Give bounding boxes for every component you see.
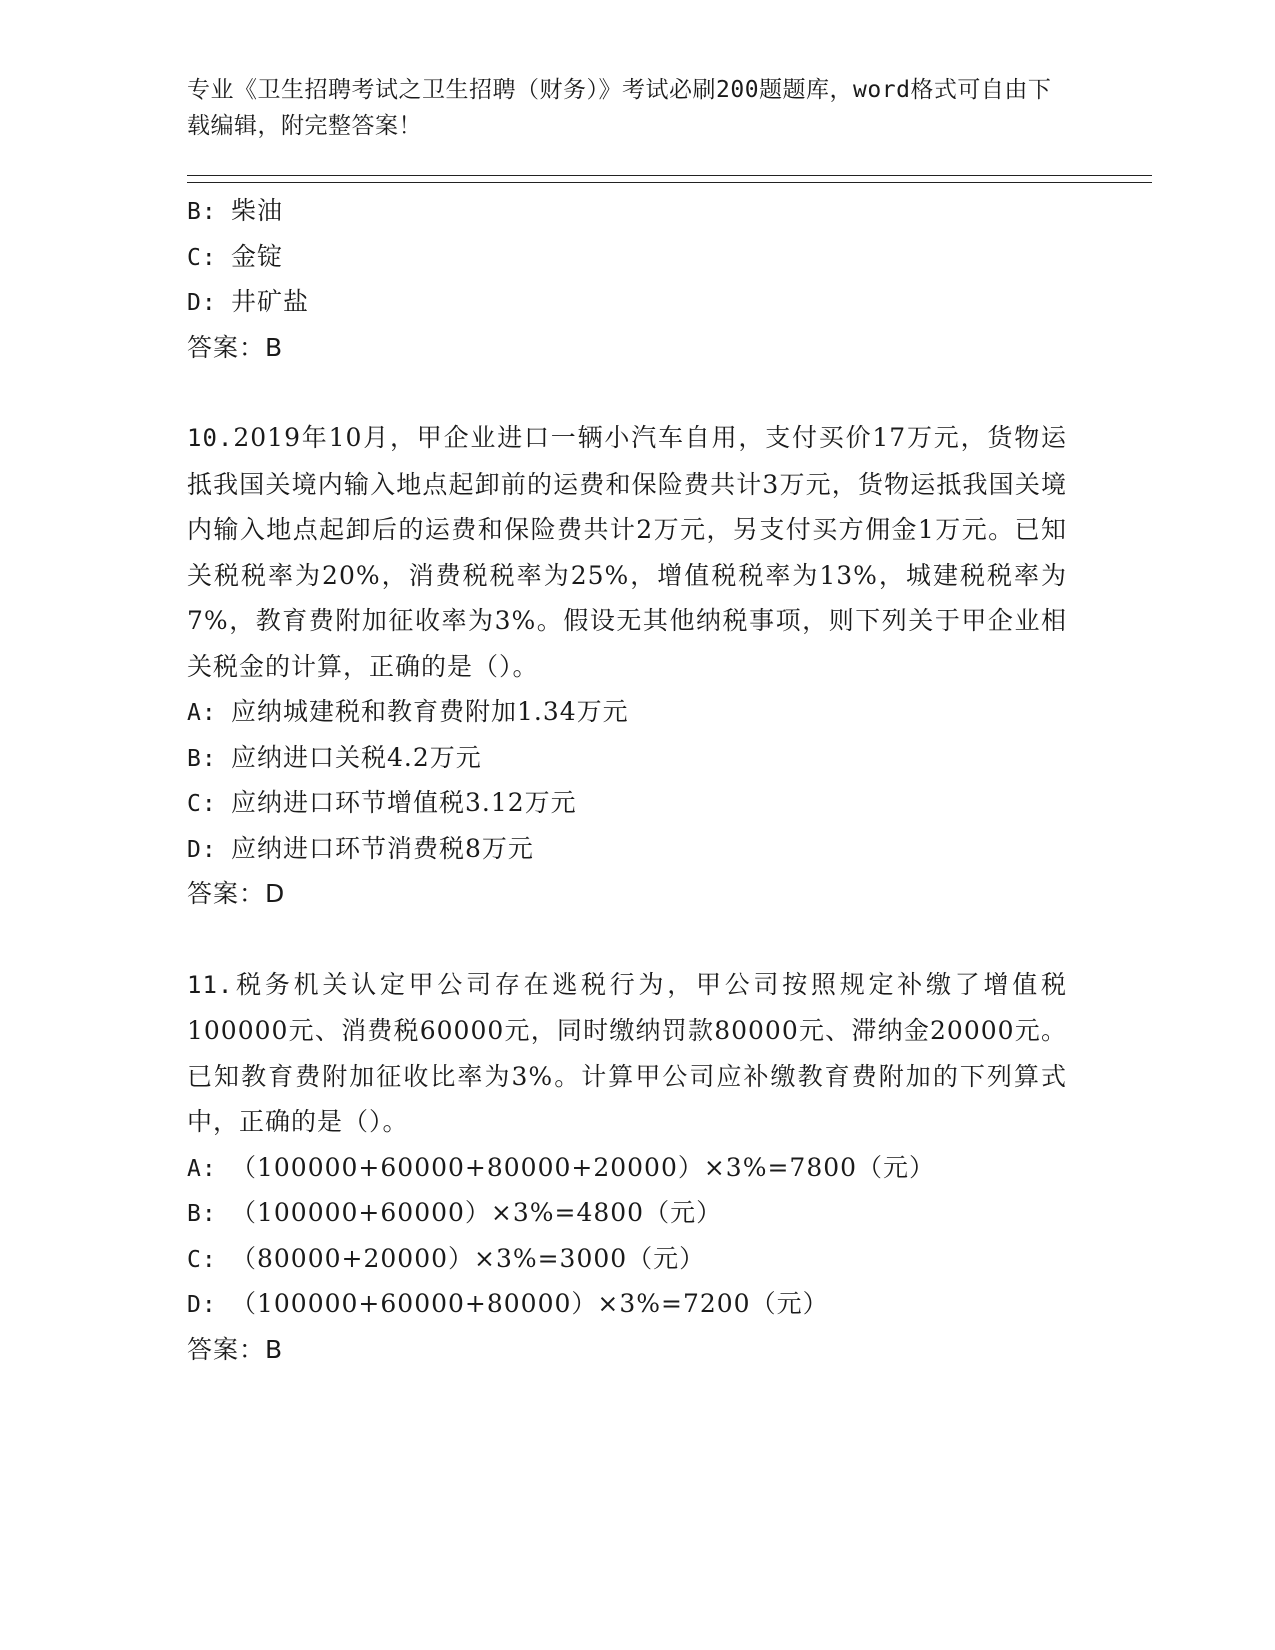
option-a: A: 应纳城建税和教育费附加1.34万元 [187,697,629,726]
document-body [187,188,1067,1372]
question-number: 10. [187,424,234,452]
option-b: B: （100000+60000）×3%=4800（元） [187,1198,723,1227]
question-number: 11. [187,970,234,999]
question-10 [187,415,1067,689]
option-c: C: （80000+20000）×3%=3000（元） [187,1243,706,1273]
option-d: D: （100000+60000+80000）×3%=7200（元） [187,1289,829,1318]
answer-line: 答案：D [187,879,286,908]
question-text: 税务机关认定甲公司存在逃税行为，甲公司按照规定补缴了增值税100000元、消费税60000元，同时缴纳罚款80000元、滞纳金20000元。已知教育费附加征收比率为3%。计算甲公司应补缴教育费附加的下列算式中，正确的是（）。 [187,969,1067,1136]
header-divider-bottom [187,182,1152,183]
question-11 [187,962,1067,1145]
option-b: B: 应纳进口关税4.2万元 [187,742,482,772]
answer-line: 答案：B [187,332,284,362]
option-c: C: 应纳进口环节增值税3.12万元 [187,788,577,817]
question-text: 2019年10月，甲企业进口一辆小汽车自用，支付买价17万元，货物运抵我国关境内输入地点起卸前的运费和保险费共计3万元，货物运抵我国关境内输入地点起卸后的运费和保险费共计2万元，另支付买方佣金1万元。已知关税税率为20%，消费税税率为25%，增值税税率为13%，城建税税率为7%，教育费附加征收率为3%。假设无其他纳税事项，则下列关于甲企业相关税金的计算，正确的是（）。 [187,423,1067,681]
option-d: D: 井矿盐 [187,287,310,316]
option-d: D: 应纳进口环节消费税8万元 [187,833,534,863]
header-divider-top [187,175,1152,176]
option-c: C: 金锭 [187,241,284,271]
option-a: A: （100000+60000+80000+20000）×3%=7800（元） [187,1152,936,1182]
page-header: 专业《卫生招聘考试之卫生招聘（财务）》考试必刷200题题库，word格式可自由下载编辑，附完整答案！ [187,77,1052,139]
answer-line: 答案：B [187,1334,284,1364]
option-b: B: 柴油 [187,196,284,225]
